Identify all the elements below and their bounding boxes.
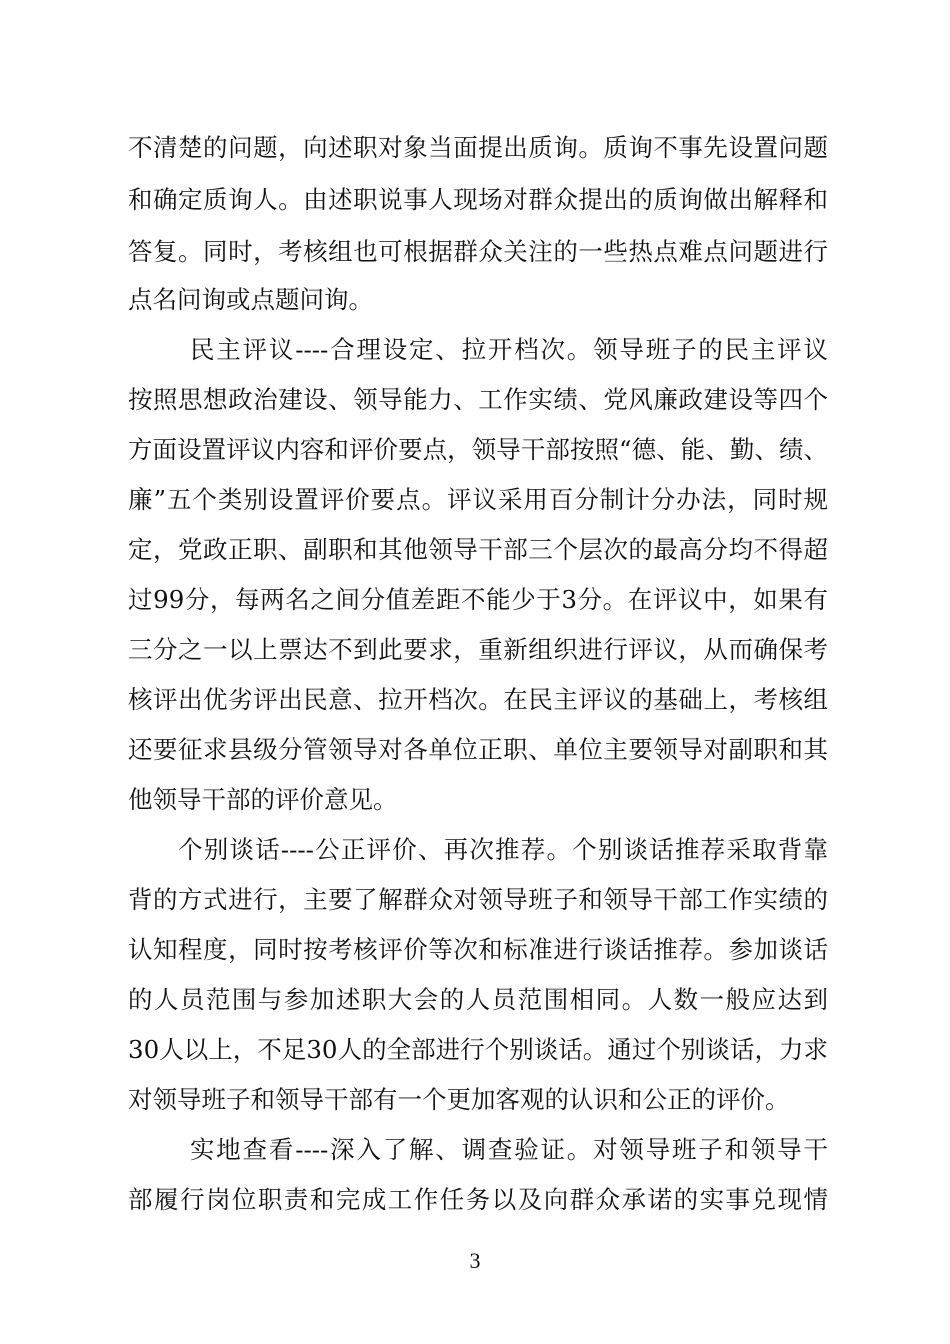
text-line-9: 定，党政正职、副职和其他领导干部三个层次的最高分均不得超 — [128, 535, 828, 564]
text-line-2: 和确定质询人。由述职说事人现场对群众提出的质询做出解释和 — [128, 185, 828, 214]
text-line-22: 部履行岗位职责和完成工作任务以及向群众承诺的实事兑现情 — [128, 1185, 828, 1214]
page-number: 3 — [469, 1248, 481, 1273]
paragraph-heading-minzhu-pingyi: 民主评议----合理设定、拉开档次。领导班子的民主评议 — [190, 335, 828, 364]
text-line-17: 认知程度，同时按考核评价等次和标准进行谈话推荐。参加谈话 — [128, 935, 828, 964]
text-line-10: 过99分，每两名之间分值差距不能少于3分。在评议中，如果有 — [128, 585, 828, 614]
text-line-19: 30人以上，不足30人的全部进行个别谈话。通过个别谈话，力求 — [128, 1035, 828, 1064]
text-line-16: 背的方式进行，主要了解群众对领导班子和领导干部工作实绩的 — [128, 885, 828, 914]
text-line-14: 他领导干部的评价意见。 — [128, 785, 398, 814]
paragraph-heading-shidi-chakan: 实地查看----深入了解、调查验证。对领导班子和领导干 — [190, 1135, 828, 1164]
text-line-3: 答复。同时，考核组也可根据群众关注的一些热点难点问题进行 — [128, 237, 828, 266]
text-line-12: 核评出优劣评出民意、拉开档次。在民主评议的基础上，考核组 — [128, 685, 828, 714]
text-line-6: 按照思想政治建设、领导能力、工作实绩、党风廉政建设等四个 — [128, 385, 828, 414]
text-line-8: 廉”五个类别设置评价要点。评议采用百分制计分办法，同时规 — [128, 485, 828, 514]
text-line-7: 方面设置评议内容和评价要点，领导干部按照“德、能、勤、绩、 — [128, 435, 828, 464]
text-line-4: 点名问询或点题问询。 — [128, 285, 373, 314]
text-line-1: 不清楚的问题，向述职对象当面提出质询。质询不事先设置问题 — [128, 133, 828, 162]
text-line-11: 三分之一以上票达不到此要求，重新组织进行评议，从而确保考 — [128, 635, 828, 664]
paragraph-heading-gebie-tanhua: 个别谈话----公正评价、再次推荐。个别谈话推荐采取背靠 — [178, 835, 828, 864]
text-line-13: 还要征求县级分管领导对各单位正职、单位主要领导对副职和其 — [128, 735, 828, 764]
text-line-20: 对领导班子和领导干部有一个更加客观的认识和公正的评价。 — [128, 1085, 790, 1114]
text-line-18: 的人员范围与参加述职大会的人员范围相同。人数一般应达到 — [128, 985, 828, 1014]
